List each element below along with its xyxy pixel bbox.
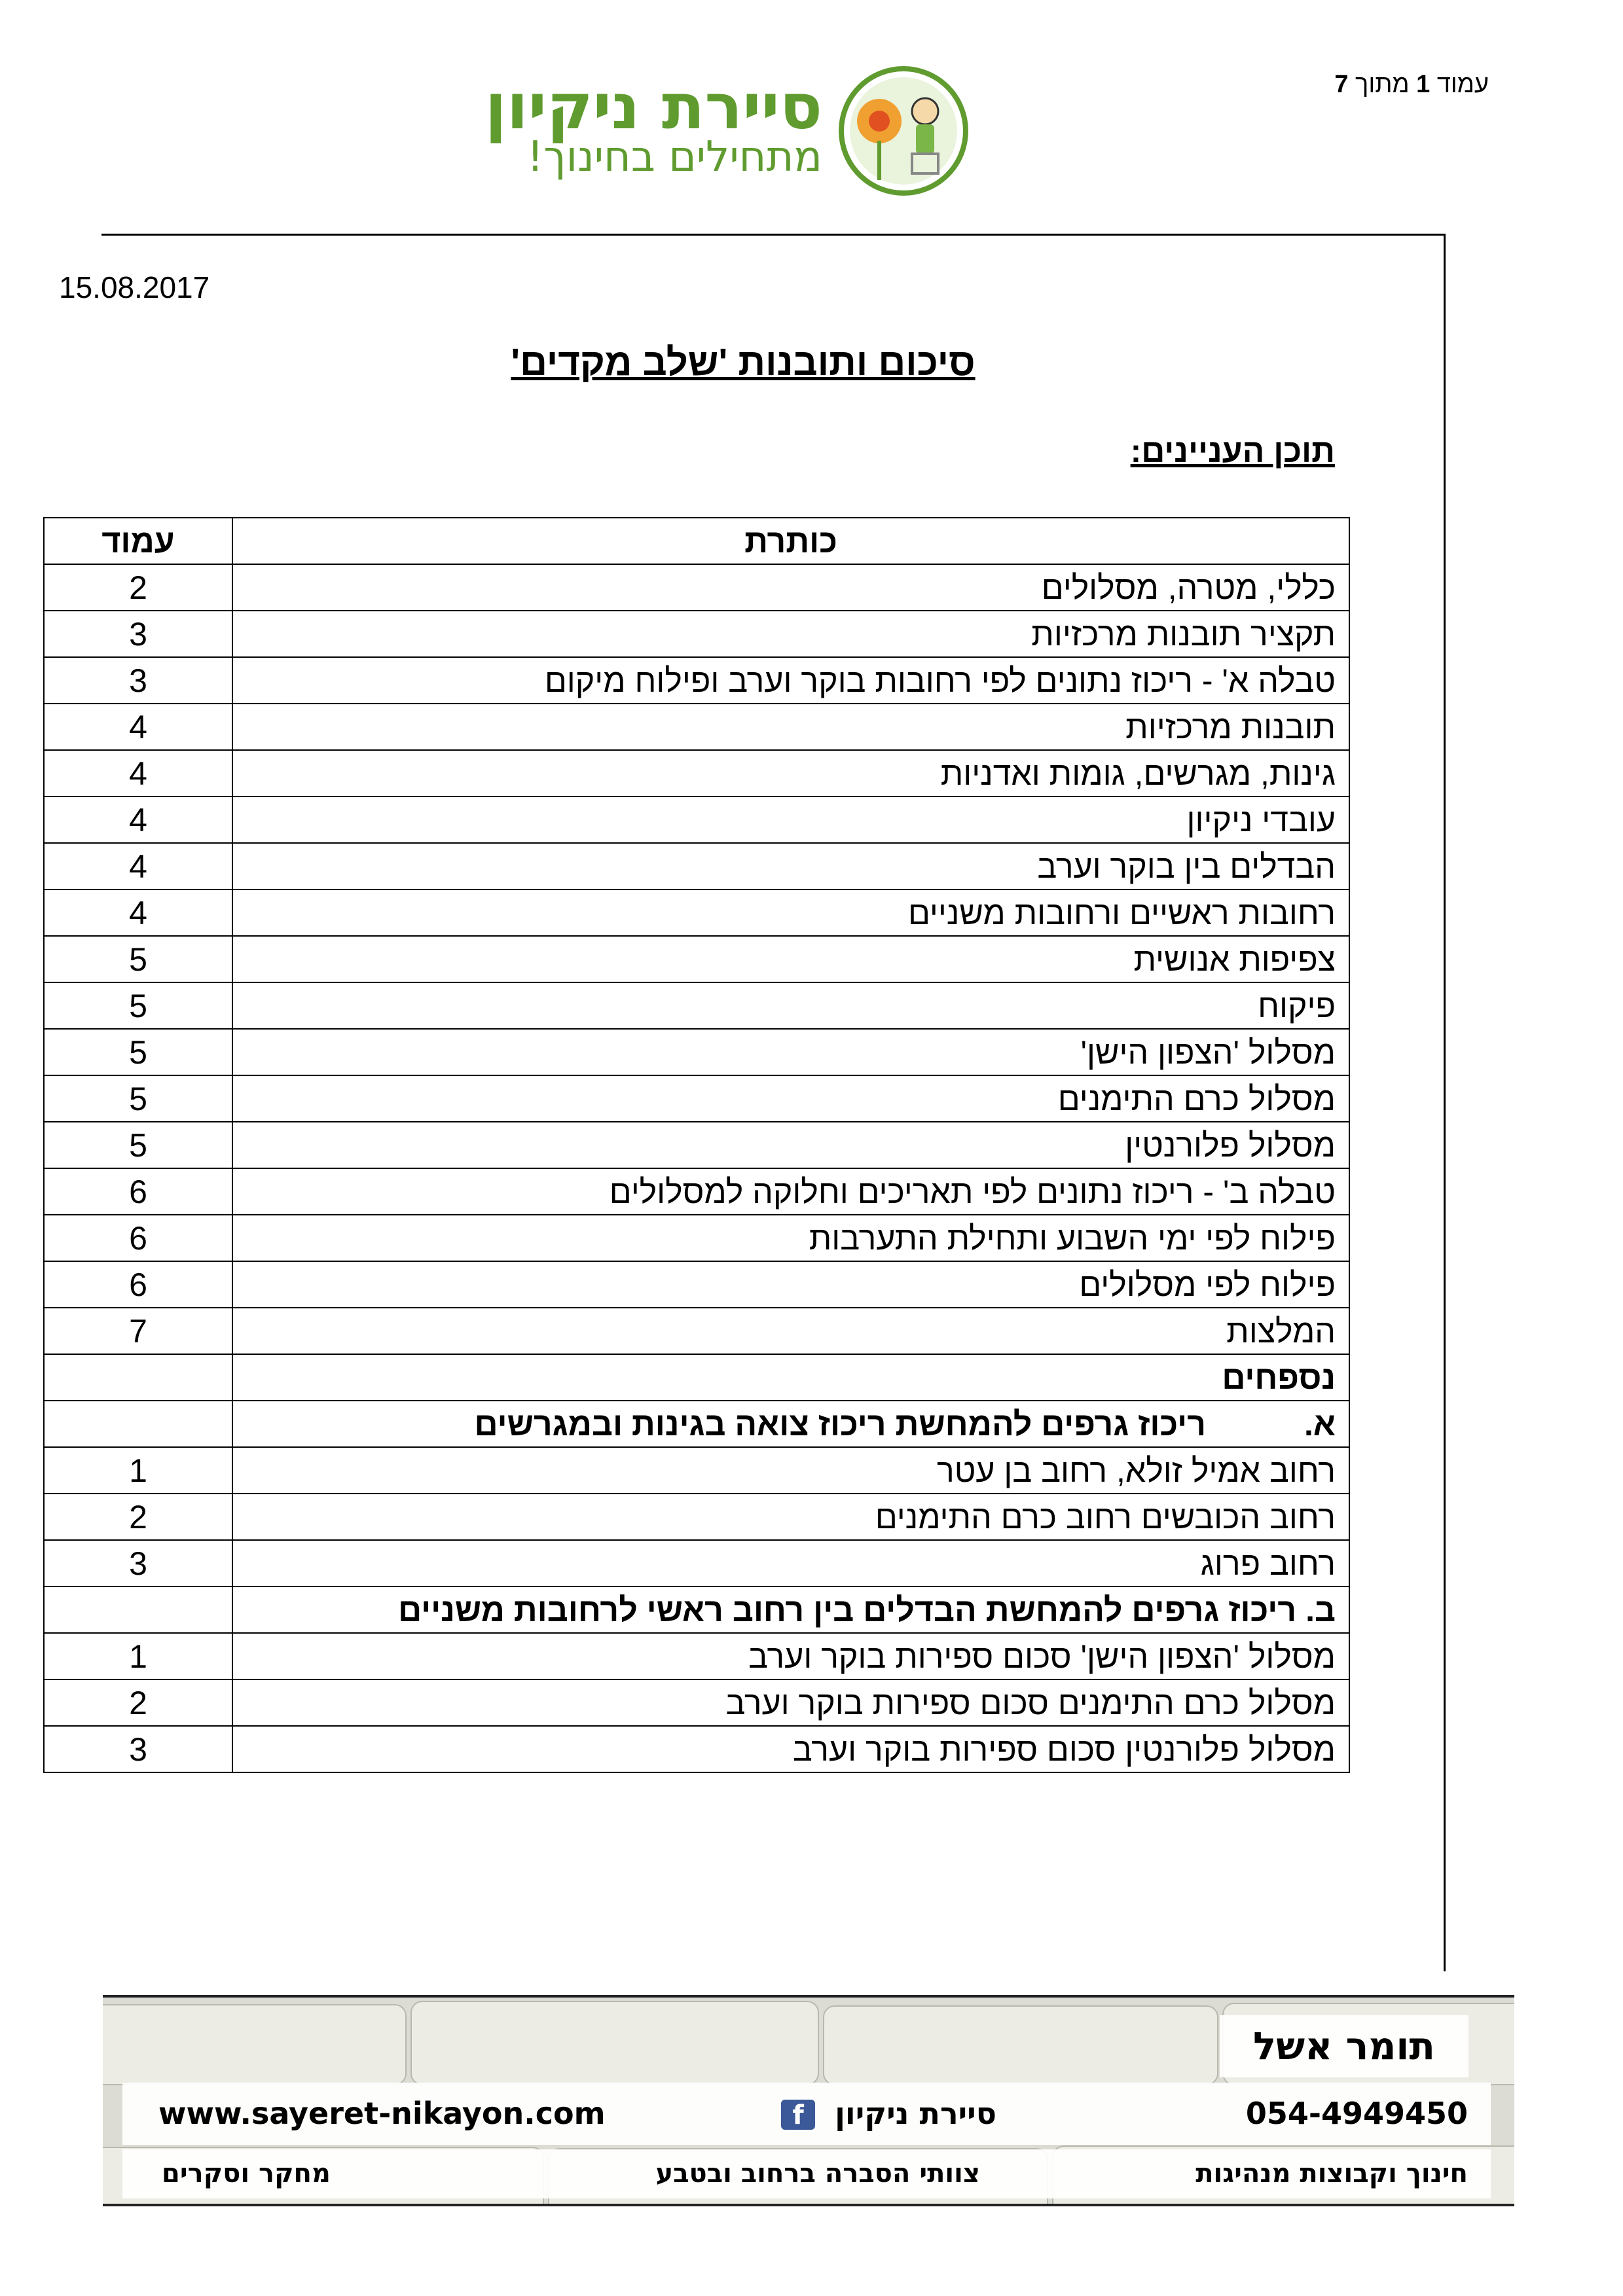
table-row	[44, 1168, 1349, 1215]
toc-entry-page: 4	[44, 797, 232, 843]
toc-entry-page: 1	[44, 1633, 232, 1679]
table-row	[44, 1401, 1349, 1447]
toc-entry-page: 2	[44, 1679, 232, 1726]
toc-entry-title: רחובות ראשיים ורחובות משניים	[232, 889, 1349, 936]
toc-entry-title: המלצות	[232, 1308, 1349, 1354]
toc-heading: תוכן העניינים:	[1130, 433, 1335, 469]
logo-title: סיירת ניקיון	[484, 70, 822, 143]
toc-entry-title: צפיפות אנושית	[232, 936, 1349, 982]
table-row	[44, 797, 1349, 843]
toc-entry-page: 7	[44, 1308, 232, 1354]
table-row	[44, 704, 1349, 750]
table-row	[44, 1261, 1349, 1308]
facebook-icon: f	[781, 2100, 815, 2130]
contact-name: תומר אשל	[1220, 2015, 1468, 2077]
table-row	[44, 611, 1349, 657]
toc-entry-title: מסלול 'הצפון הישן'	[232, 1029, 1349, 1075]
toc-entry-page: 1	[44, 1447, 232, 1494]
phone-number[interactable]: 054-4949450	[1245, 2096, 1468, 2131]
program-item: מחקר וסקרים	[162, 2159, 331, 2189]
contact-footer	[103, 1995, 1514, 2206]
contact-details	[122, 2083, 1491, 2145]
table-row	[44, 1122, 1349, 1168]
toc-entry-page: 4	[44, 704, 232, 750]
frame-right-line	[1444, 234, 1446, 1971]
table-row	[44, 657, 1349, 704]
toc-entry-title: כללי, מטרה, מסלולים	[232, 564, 1349, 611]
toc-entry-page: 6	[44, 1261, 232, 1308]
logo-slogan: מתחילים בחינוך!	[526, 133, 822, 181]
table-row	[44, 936, 1349, 982]
program-item: חינוך וקבוצות מנהיגות	[1195, 2159, 1468, 2189]
toc-header-title: כותרת	[232, 518, 1349, 564]
toc-entry-title: רחוב הכובשים רחוב כרם התימנים	[232, 1494, 1349, 1540]
toc-entry-page: 5	[44, 1075, 232, 1122]
toc-entry-title: עובדי ניקיון	[232, 797, 1349, 843]
toc-header-page: עמוד	[44, 518, 232, 564]
frame-top-line	[101, 234, 1446, 236]
table-row	[44, 1540, 1349, 1587]
toc-entry-page: 4	[44, 843, 232, 889]
toc-entry-title: פיקוח	[232, 982, 1349, 1029]
facebook-label: סיירת ניקיון	[835, 2096, 996, 2131]
toc-entry-title: רחוב פרוג	[232, 1540, 1349, 1587]
toc-entry-page: 3	[44, 657, 232, 704]
toc-entry-page: 4	[44, 750, 232, 797]
toc-entry-title: הבדלים בין בוקר וערב	[232, 843, 1349, 889]
table-row	[44, 564, 1349, 611]
toc-entry-title: מסלול 'הצפון הישן' סכום ספירות בוקר וערב	[232, 1633, 1349, 1679]
table-row	[44, 1494, 1349, 1540]
toc-entry-title: מסלול כרם התימנים סכום ספירות בוקר וערב	[232, 1679, 1349, 1726]
logo-emblem-icon	[833, 62, 974, 200]
toc-entry-page: 3	[44, 1540, 232, 1587]
toc-entry-title: מסלול פלורנטין	[232, 1122, 1349, 1168]
toc-entry-title: פילוח לפי מסלולים	[232, 1261, 1349, 1308]
table-row	[44, 1726, 1349, 1772]
table-row	[44, 1075, 1349, 1122]
toc-entry-title: נספחים	[232, 1354, 1349, 1401]
logo	[484, 62, 974, 200]
appendix-a-letter: א.	[1304, 1405, 1336, 1443]
toc-entry-title: מסלול כרם התימנים	[232, 1075, 1349, 1122]
appendix-b-letter: ב.	[1305, 1591, 1336, 1628]
table-row	[44, 982, 1349, 1029]
toc-entry-title: טבלה א' - ריכוז נתונים לפי רחובות בוקר וערב ופילוח מיקום	[232, 657, 1349, 704]
website-link[interactable]: www.sayeret-nikayon.com	[158, 2096, 606, 2131]
toc-entry-page: 3	[44, 611, 232, 657]
appendix-a-heading	[232, 1401, 1349, 1447]
toc-entry-page: 5	[44, 936, 232, 982]
toc-entry-page: 5	[44, 982, 232, 1029]
toc-entry-page: 4	[44, 889, 232, 936]
toc-entry-title: מסלול פלורנטין סכום ספירות בוקר וערב	[232, 1726, 1349, 1772]
table-row	[44, 1029, 1349, 1075]
document-date: 15.08.2017	[59, 270, 210, 304]
toc-entry-page: 2	[44, 1494, 232, 1540]
toc-entry-page: 5	[44, 1122, 232, 1168]
toc-entry-page	[44, 1354, 232, 1401]
appendix-b-title: ריכוז גרפים להמחשת הבדלים בין רחוב ראשי לרחובות משניים	[398, 1591, 1297, 1628]
page-number: עמוד 1 מתוך 7	[1334, 71, 1489, 98]
document-title: סיכום ותובנות 'שלב מקדים'	[511, 341, 976, 384]
table-row	[44, 1633, 1349, 1679]
table-row	[44, 1354, 1349, 1401]
appendix-a-title: ריכוז גרפים להמחשת ריכוז צואה בגינות ובמגרשים	[474, 1405, 1206, 1443]
toc-table	[43, 517, 1350, 1773]
toc-entry-page: 3	[44, 1726, 232, 1772]
toc-entry-title: רחוב אמיל זולא, רחוב בן עטר	[232, 1447, 1349, 1494]
facebook-link[interactable]	[781, 2083, 996, 2145]
table-row	[44, 843, 1349, 889]
toc-entry-title: תקציר תובנות מרכזיות	[232, 611, 1349, 657]
toc-entry-title: תובנות מרכזיות	[232, 704, 1349, 750]
toc-entry-page: 2	[44, 564, 232, 611]
toc-entry-page: 6	[44, 1168, 232, 1215]
table-row	[44, 1587, 1349, 1633]
toc-header-row	[44, 518, 1349, 564]
toc-entry-page	[44, 1401, 232, 1447]
table-row	[44, 1447, 1349, 1494]
toc-entry-title: פילוח לפי ימי השבוע ותחילת התערבות	[232, 1215, 1349, 1261]
table-row	[44, 1679, 1349, 1726]
toc-entry-page: 5	[44, 1029, 232, 1075]
table-row	[44, 750, 1349, 797]
table-row	[44, 889, 1349, 936]
table-row	[44, 1215, 1349, 1261]
appendix-b-heading	[232, 1587, 1349, 1633]
toc-entry-title: טבלה ב' - ריכוז נתונים לפי תאריכים וחלוקה למסלולים	[232, 1168, 1349, 1215]
programs-list	[122, 2149, 1491, 2198]
toc-entry-page	[44, 1587, 232, 1633]
toc-entry-title: גינות, מגרשים, גומות ואדניות	[232, 750, 1349, 797]
table-row	[44, 1308, 1349, 1354]
program-item: צוותי הסברה ברחוב ובטבע	[655, 2159, 980, 2189]
toc-entry-page: 6	[44, 1215, 232, 1261]
